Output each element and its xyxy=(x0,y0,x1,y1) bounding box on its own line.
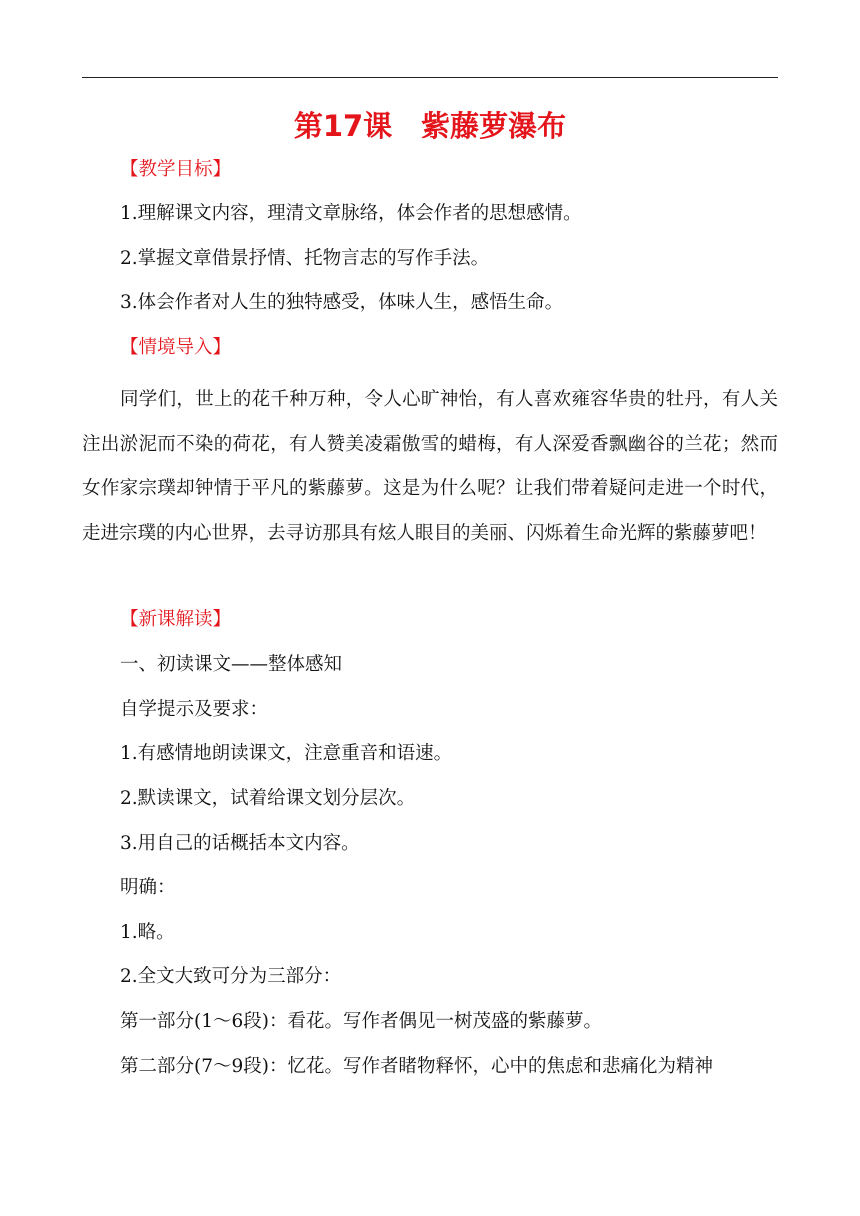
lesson-line-6: 明确： xyxy=(120,877,176,898)
lesson-line-3: 1.有感情地朗读课文，注意重音和语速。 xyxy=(120,743,453,764)
goal-item-1: 1.理解课文内容，理清文章脉络，体会作者的思想感情。 xyxy=(120,203,582,224)
lesson-line-1: 一、初读课文——整体感知 xyxy=(120,654,343,675)
lesson-line-5: 3.用自己的话概括本文内容。 xyxy=(120,833,360,854)
lesson-line-10: 第二部分(7～9段)：忆花。写作者睹物释怀，心中的焦虑和悲痛化为精神 xyxy=(120,1056,713,1077)
intro-paragraph: 同学们，世上的花千种万种，令人心旷神怡，有人喜欢雍容华贵的牡丹，有人关注出淤泥而不染的荷花，有人赞美凌霜傲雪的蜡梅，有人深爱香飘幽谷的兰花；然而女作家宗璞却钟情于平凡的紫藤萝。这是为什么呢？让我们带着疑问走进一个时代，走进宗璞的内心世界，去寻访那具有炫人眼目的美丽、闪烁着生命光辉的紫藤萝吧！ xyxy=(82,389,778,544)
heading-teaching-goals: 【教学目标】 xyxy=(120,159,232,180)
goal-item-2: 2.掌握文章借景抒情、托物言志的写作手法。 xyxy=(120,248,490,269)
goal-item-3: 3.体会作者对人生的独特感受，体味人生，感悟生命。 xyxy=(120,292,564,313)
lesson-line-7: 1.略。 xyxy=(120,922,175,943)
lesson-line-2: 自学提示及要求： xyxy=(120,699,269,720)
lesson-line-8: 2.全文大致可分为三部分： xyxy=(120,966,342,987)
lesson-line-4: 2.默读课文，试着给课文划分层次。 xyxy=(120,788,416,809)
heading-context-intro: 【情境导入】 xyxy=(120,337,232,358)
heading-new-lesson: 【新课解读】 xyxy=(120,609,232,630)
lesson-title: 第17课 紫藤萝瀑布 xyxy=(293,109,567,143)
header-rule xyxy=(82,77,778,78)
lesson-line-9: 第一部分(1～6段)：看花。写作者偶见一树茂盛的紫藤萝。 xyxy=(120,1011,602,1032)
